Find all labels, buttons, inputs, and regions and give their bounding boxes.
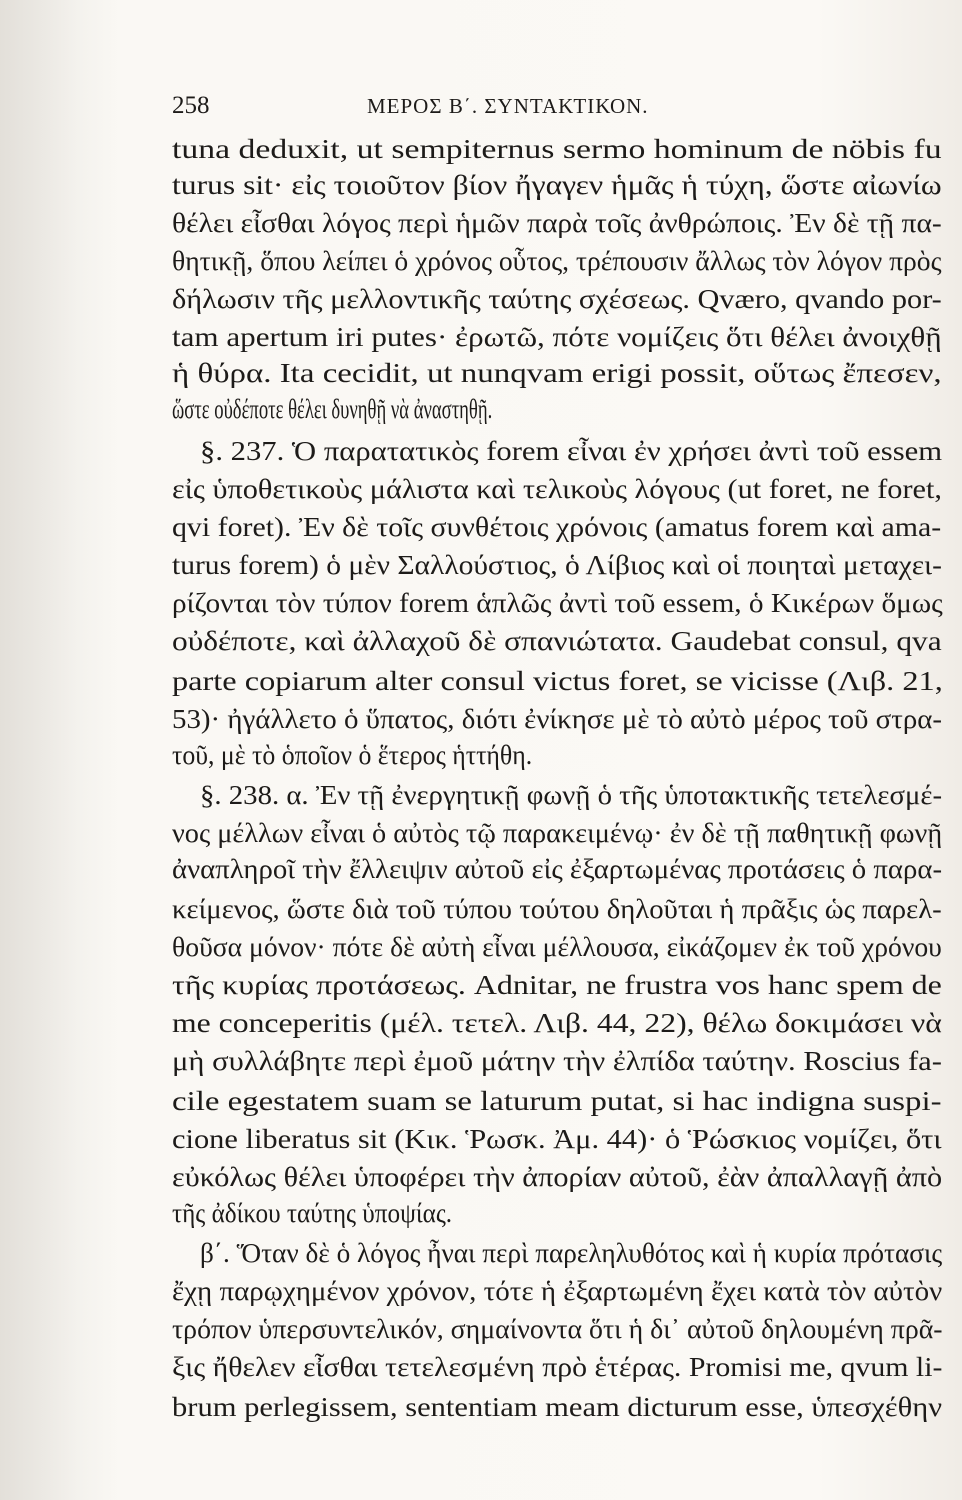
text-line: οὐδέποτε, καὶ ἀλλαχοῦ δὲ σπανιώτατα. Gaudebat consul, qva [172, 626, 942, 656]
text-line: §. 237. Ὁ παρατατικὸς forem εἶναι ἐν χρήσει ἀντὶ τοῦ essem [200, 436, 943, 466]
text-line: cione liberatus sit (Κικ. Ῥωσκ. Ἀμ. 44)· ὁ Ῥώσκιος νομίζει, ὅτι [172, 1124, 942, 1154]
text-line: ἀναπληροῖ τὴν ἔλλειψιν αὐτοῦ εἰς ἐξαρτωμένας προτάσεις ὁ παρα- [172, 854, 943, 884]
text-line: μὴ συλλάβητε περὶ ἐμοῦ μάτην τὴν ἐλπίδα ταύτην. Roscius fa- [172, 1046, 942, 1076]
text-line: τοῦ, μὲ τὸ ὁποῖον ὁ ἕτερος ἡττήθη. [172, 740, 533, 770]
text-line: τῆς ἀδίκου ταύτης ὑποψίας. [172, 1198, 453, 1228]
text-line: κείμενος, ὥστε διὰ τοῦ τύπου τούτου δηλοῦται ἡ πρᾶξις ὡς παρελ- [172, 894, 942, 924]
text-line: brum perlegissem, sententiam meam dicturum esse, ὑπεσχέθην [172, 1392, 943, 1422]
text-line: β΄. Ὅταν δὲ ὁ λόγος ἦναι περὶ παρεληλυθότος καὶ ἡ κυρία πρότασις [200, 1238, 943, 1268]
text-line: ὥστε οὐδέποτε θέλει δυνηθῇ νὰ ἀναστηθῇ. [172, 394, 493, 424]
text-line: parte copiarum alter consul victus foret, se vicisse (Λιβ. 21, [172, 666, 943, 696]
text-line: qvi foret). Ἐν δὲ τοῖς συνθέτοις χρόνοις (amatus forem καὶ ama- [172, 512, 942, 542]
page-header [172, 92, 952, 126]
text-line: cile egestatem suam se laturum putat, si hac indigna suspi- [172, 1086, 942, 1116]
text-line: εἰς ὑποθετικοὺς μάλιστα καὶ τελικοὺς λόγους (ut foret, ne foret, [172, 474, 942, 504]
page-number: 258 [172, 92, 210, 119]
text-line: τρόπον ὑπερσυντελικόν, σημαίνοντα ὅτι ἡ δι᾽ αὐτοῦ δηλουμένη πρᾶ- [172, 1314, 943, 1344]
text-line: §. 238. α. Ἐν τῇ ἐνεργητικῇ φωνῇ ὁ τῆς ὑποτακτικῆς τετελεσμέ- [200, 780, 943, 810]
page-shadow [0, 0, 120, 1500]
text-line: ρίζονται τὸν τύπον forem ἁπλῶς ἀντὶ τοῦ essem, ὁ Κικέρων ὅμως [172, 588, 943, 618]
text-line: ἔχῃ παρῳχημένον χρόνον, τότε ἡ ἐξαρτωμένη ἔχει κατὰ τὸν αὐτὸν [172, 1276, 943, 1306]
text-line: δήλωσιν τῆς μελλοντικῆς ταύτης σχέσεως. Qværo, qvando por- [172, 284, 942, 314]
text-line: me conceperitis (μέλ. τετελ. Λιβ. 44, 22), θέλω δοκιμάσει νὰ [172, 1008, 942, 1038]
text-line: τῆς κυρίας προτάσεως. Adnitar, ne frustra vos hanc spem de [172, 970, 942, 1000]
text-line: ἡ θύρα. Ita cecidit, ut nunqvam erigi possit, οὕτως ἔπεσεν, [172, 358, 942, 388]
text-line: ξις ἤθελεν εἶσθαι τετελεσμένη πρὸ ἑτέρας. Promisi me, qvum li- [172, 1352, 943, 1382]
text-line: tuna deduxit, ut sempiternus sermo hominum de nöbis fu [172, 134, 942, 164]
text-line: θέλει εἶσθαι λόγος περὶ ἡμῶν παρὰ τοῖς ἀνθρώποις. Ἐν δὲ τῇ πα- [172, 208, 942, 238]
text-line: εὐκόλως θέλει ὑποφέρει τὴν ἀπορίαν αὐτοῦ, ἐὰν ἀπαλλαγῇ ἀπὸ [172, 1162, 943, 1192]
text-line: νος μέλλων εἶναι ὁ αὐτὸς τῷ παρακειμένῳ· ἐν δὲ τῇ παθητικῇ φωνῇ [172, 818, 943, 848]
text-line: θητικῇ, ὅπου λείπει ὁ χρόνος οὗτος, τρέπουσιν ἄλλως τὸν λόγον πρὸς [172, 246, 942, 276]
text-line: 53)· ἠγάλλετο ὁ ὕπατος, διότι ἐνίκησε μὲ τὸ αὐτὸ μέρος τοῦ στρα- [172, 704, 943, 734]
text-line: tam apertum iri putes· ἐρωτῶ, πότε νομίζεις ὅτι θέλει ἀνοιχθῇ [172, 322, 942, 352]
running-head: ΜΕΡΟΣ Β΄. ΣΥΝΤΑΚΤΙΚΟΝ. [367, 94, 649, 118]
text-line: θοῦσα μόνον· πότε δὲ αὐτὴ εἶναι μέλλουσα, εἰκάζομεν ἐκ τοῦ χρόνου [172, 932, 942, 962]
text-line: turus sit· εἰς τοιοῦτον βίον ἤγαγεν ἡμᾶς ἡ τύχη, ὥστε αἰωνίω [172, 170, 942, 200]
text-line: turus forem) ὁ μὲν Σαλλούστιος, ὁ Λίβιος καὶ οἱ ποιηταὶ μεταχει- [172, 550, 942, 580]
